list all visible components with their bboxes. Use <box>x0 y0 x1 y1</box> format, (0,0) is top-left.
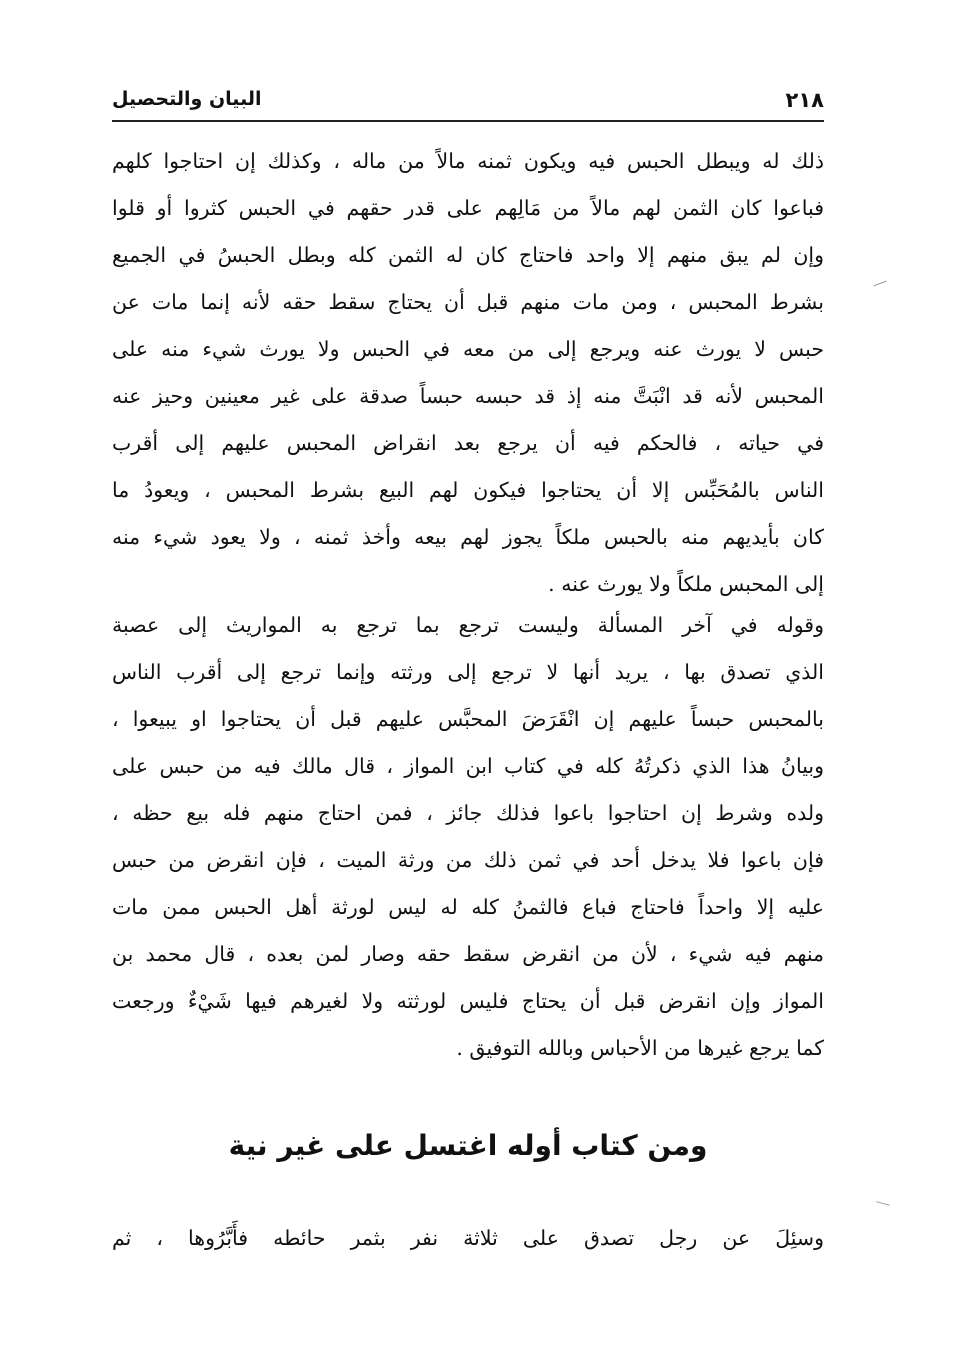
text-line: بالمحبس حبساً عليهم إن انْقَرَضَ المحبَّس عليهم قبل أن يحتاجوا او يبيعوا ، <box>112 707 824 731</box>
book-title: البيان والتحصيل <box>112 88 262 110</box>
text-line: حبس لا يورث عنه ويرجع إلى من معه في الحبس ولا يورث شيء منه على <box>112 337 824 361</box>
scan-mark <box>876 1201 890 1206</box>
text-line: إلى المحبس ملكاً ولا يورث عنه . <box>548 572 824 596</box>
text-line: فباعوا كان الثمن لهم مالاً من مَالِهم على قدر حقهم في الحبس كثروا أو قلوا <box>112 196 824 220</box>
text-line: وقوله في آخر المسألة وليست ترجع بما ترجع به المواريث إلى عصبة <box>112 613 824 637</box>
text-line: منهم فيه شيء ، لأن من انقرض سقط حقه وصار لمن بعده ، قال محمد بن <box>112 942 824 966</box>
text-line: وبيانُ هذا الذي ذكرتُهُ كله في كتاب ابن المواز ، قال مالك فيه من حبس على <box>112 754 824 778</box>
text-line: ذلك له ويبطل الحبس فيه ويكون ثمنه مالاً من ماله ، وكذلك إن احتاجوا كلهم <box>112 149 824 173</box>
text-line: وسئِلَ عن رجل تصدق على ثلاثة نفر بثمر حائطه فأَبَّرُوها ، ثم <box>112 1226 824 1250</box>
paragraph-3 <box>112 1215 824 1262</box>
text-line: كان بأيديهم منه بالحبس ملكاً يجوز لهم بيعه وأخذ ثمنه ، ولا يعود شيء منه <box>112 525 824 549</box>
paragraph-2 <box>112 602 824 1072</box>
text-line: وإن لم يبق منهم إلا واحد فاحتاج كان له الثمن كله وبطل الحبسُ في الجميع <box>112 243 824 267</box>
text-line: الناس بالمُحَبِّس إلا أن يحتاجوا فيكون لهم البيع بشرط المحبس ، ويعودُ ما <box>112 478 824 502</box>
running-header <box>112 86 824 122</box>
text-line: بشرط المحبس ، ومن مات منهم قبل أن يحتاج سقط حقه لأنه إنما مات عن <box>112 290 824 314</box>
text-line: فإن باعوا فلا يدخل أحد في ثمن ذلك من ورثة الميت ، فإن انقرض من حبس <box>112 848 824 872</box>
section-heading: ومن كتاب أوله اغتسل على غير نية <box>228 1129 708 1162</box>
header-rule <box>112 120 824 122</box>
paragraph-1 <box>112 138 824 608</box>
scan-mark <box>873 281 886 287</box>
text-line: المحبس لأنه قد انْبَتَّ منه إذ قد حبسه حبساً صدقة على غير معينين وحيز عنه <box>112 384 824 408</box>
text-line: في حياته ، فالحكم فيه أن يرجع بعد انقراض المحبس عليهم إلى أقرب <box>112 431 824 455</box>
text-line: ولده وشرط إن احتاجوا باعوا فذلك جائز ، فمن احتاج منهم فله بيع حظه ، <box>112 801 824 825</box>
text-line: كما يرجع غيرها من الأحباس وبالله التوفيق . <box>456 1036 824 1060</box>
text-line: الذي تصدق بها ، يريد أنها لا ترجع إلى ورثته وإنما ترجع إلى أقرب الناس <box>112 660 824 684</box>
text-line: المواز وإن انقرض قبل أن يحتاج فليس لورثته ولا لغيرهم فيها شَيْءٌ ورجعت <box>112 989 824 1013</box>
page-number: ٢١٨ <box>785 88 824 112</box>
text-line: عليه إلا واحداً فاحتاج فباع فالثمنُ كله له ليس لورثة أهل الحبس ممن مات <box>112 895 824 919</box>
